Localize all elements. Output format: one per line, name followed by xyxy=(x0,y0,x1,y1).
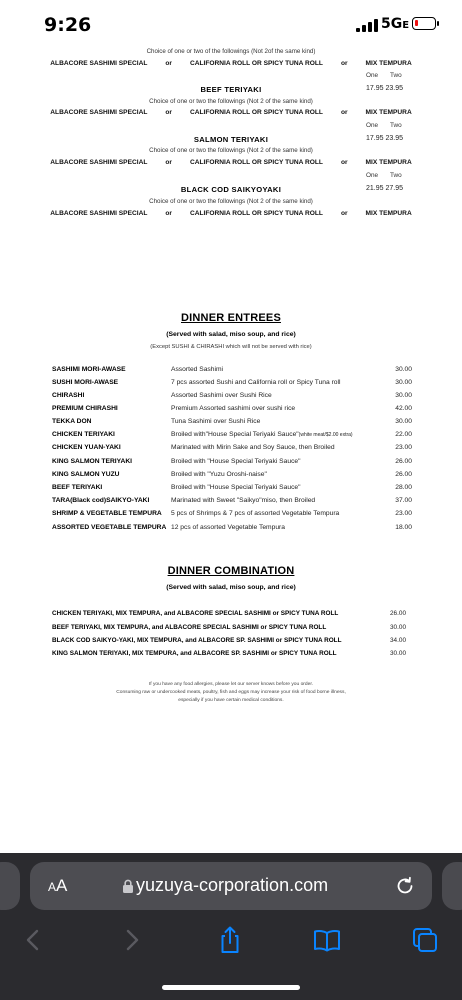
browser-toolbar xyxy=(0,853,462,1000)
price-columns: One Two xyxy=(366,122,402,129)
combo-title: BEEF TERIYAKI xyxy=(200,85,262,94)
entree-description: Broiled with "House Special Teriyaki Sauce" xyxy=(171,484,301,491)
entree-row xyxy=(52,392,412,404)
combination-price: 30.00 xyxy=(390,624,406,631)
dinner-entrees-subheading: (Served with salad, miso soup, and rice) xyxy=(166,331,296,338)
entree-description: Marinated with Mirin Sake and Soy Sauce, then Broiled xyxy=(171,444,335,451)
entree-description: Assorted Sashimi xyxy=(171,366,224,373)
combination-row xyxy=(52,610,406,622)
entree-description: Marinated with Sweet "Saikyo"miso, then Broiled xyxy=(171,497,316,504)
combo-title: SALMON TERIYAKI xyxy=(193,135,269,144)
network-label: 5GE xyxy=(381,16,410,32)
entree-row xyxy=(52,458,412,470)
entree-price: 30.00 xyxy=(395,366,412,373)
entree-name: TARA(Black cod)SAIKYO-YAKI xyxy=(52,497,150,504)
battery-icon xyxy=(412,17,436,30)
entree-description: 7 pcs assorted Sushi and California roll or Spicy Tuna roll xyxy=(171,379,341,386)
lock-icon xyxy=(122,879,134,893)
previous-tab-preview[interactable] xyxy=(0,862,20,910)
reload-icon[interactable] xyxy=(394,875,416,897)
entree-description: Assorted Sashimi over Sushi Rice xyxy=(171,392,272,399)
signal-icon xyxy=(356,19,378,32)
entree-description: Tuna Sashimi over Sushi Rice xyxy=(171,418,261,425)
choice-note: Choice of one or two the followings (Not 2 of the same kind) xyxy=(149,98,313,105)
entree-price: 30.00 xyxy=(395,418,412,425)
entree-row xyxy=(52,418,412,430)
combination-row xyxy=(52,624,406,636)
dinner-entrees-heading: DINNER ENTREES xyxy=(181,312,281,324)
entree-price: 30.00 xyxy=(395,379,412,386)
choice-options: ALBACORE SASHIMI SPECIAL or CALIFORNIA ROLL OR SPICY TUNA ROLL or MIX TEMPURA xyxy=(50,60,412,67)
combination-name: KING SALMON TERIYAKI, MIX TEMPURA, and ALBACORE SP. SASHIMI or SPICY TUNA ROLL xyxy=(52,650,337,657)
entree-row xyxy=(52,471,412,483)
entree-description: Broiled with "House Special Teriyaki Sauce" xyxy=(171,458,301,465)
entree-row xyxy=(52,405,412,417)
combo-prices: 17.95 23.95 xyxy=(366,135,403,142)
combination-name: CHICKEN TERIYAKI, MIX TEMPURA, and ALBACORE SPECIAL SASHIMI or SPICY TUNA ROLL xyxy=(52,610,339,617)
allergy-disclaimer: If you have any food allergies, please let our server knows before you order. Consuming raw or undercooked meats, poultry, fish and eggs may increase your risk of food borne illness, especially if you have certain medical conditions. xyxy=(116,682,346,703)
entree-row xyxy=(52,366,412,378)
entree-name: KING SALMON TERIYAKI xyxy=(52,458,133,465)
entree-row xyxy=(52,379,412,391)
combination-name: BEEF TERIYAKI, MIX TEMPURA, and ALBACORE SPECIAL SASHIMI or SPICY TUNA ROLL xyxy=(52,624,327,631)
share-icon[interactable] xyxy=(215,925,245,955)
combination-price: 30.00 xyxy=(390,650,406,657)
entree-price: 42.00 xyxy=(395,405,412,412)
entree-price: 37.00 xyxy=(395,497,412,504)
combination-name: BLACK COD SAIKYO-YAKI, MIX TEMPURA, and ALBACORE SP. SASHIMI or SPICY TUNA ROLL xyxy=(52,637,342,644)
entree-name: ASSORTED VEGETABLE TEMPURA xyxy=(52,524,167,531)
entree-name: SHRIMP & VEGETABLE TEMPURA xyxy=(52,510,162,517)
entree-name: BEEF TERIYAKI xyxy=(52,484,103,491)
entree-row xyxy=(52,524,412,536)
forward-icon[interactable] xyxy=(117,925,147,955)
entree-row xyxy=(52,484,412,496)
next-tab-preview[interactable] xyxy=(442,862,462,910)
dinner-combination-heading: DINNER COMBINATION xyxy=(167,565,295,577)
home-indicator[interactable] xyxy=(162,985,300,990)
combination-price: 34.00 xyxy=(390,637,406,644)
entree-price: 23.00 xyxy=(395,510,412,517)
entree-price: 22.00 xyxy=(395,431,412,438)
entree-row xyxy=(52,510,412,522)
choice-note: Choice of one or two the followings (Not 2 of the same kind) xyxy=(149,147,313,154)
combination-row xyxy=(52,650,406,662)
entree-name: CHIRASHI xyxy=(52,392,85,399)
entree-name: CHICKEN TERIYAKI xyxy=(52,431,115,438)
entree-description: 12 pcs of assorted Vegetable Tempura xyxy=(171,524,286,531)
price-columns: One Two xyxy=(366,72,402,79)
tabs-icon[interactable] xyxy=(410,925,440,955)
entree-row xyxy=(52,431,412,443)
entree-price: 23.00 xyxy=(395,444,412,451)
bookmarks-icon[interactable] xyxy=(312,925,342,955)
entree-name: SUSHI MORI-AWASE xyxy=(52,379,119,386)
combo-title: BLACK COD SAIKYOYAKI xyxy=(180,185,282,194)
status-time: 9:26 xyxy=(44,14,92,36)
status-bar xyxy=(0,0,462,50)
combo-prices: 17.95 23.95 xyxy=(366,85,403,92)
entree-price: 28.00 xyxy=(395,484,412,491)
entree-name: KING SALMON YUZU xyxy=(52,471,120,478)
entree-price: 26.00 xyxy=(395,471,412,478)
entree-row xyxy=(52,444,412,456)
combo-prices: 21.95 27.95 xyxy=(366,185,403,192)
text-size-button[interactable]: AA xyxy=(48,876,68,895)
entree-name: CHICKEN YUAN-YAKI xyxy=(52,444,121,451)
dinner-combination-subheading: (Served with salad, miso soup, and rice) xyxy=(166,584,296,591)
entree-name: PREMIUM CHIRASHI xyxy=(52,405,118,412)
combination-price: 26.00 xyxy=(390,610,406,617)
address-bar[interactable] xyxy=(30,862,432,910)
url-text[interactable]: yuzuya-corporation.com xyxy=(136,875,329,895)
entree-price: 18.00 xyxy=(395,524,412,531)
choice-options: ALBACORE SASHIMI SPECIAL or CALIFORNIA ROLL OR SPICY TUNA ROLL or MIX TEMPURA xyxy=(50,210,412,217)
price-columns: One Two xyxy=(366,172,402,179)
choice-options: ALBACORE SASHIMI SPECIAL or CALIFORNIA ROLL OR SPICY TUNA ROLL or MIX TEMPURA xyxy=(50,109,412,116)
choice-options: ALBACORE SASHIMI SPECIAL or CALIFORNIA ROLL OR SPICY TUNA ROLL or MIX TEMPURA xyxy=(50,159,412,166)
entree-description: Premium Assorted sashimi over sushi rice xyxy=(171,405,296,412)
entree-description: Broiled with"House Special Teriyaki Sauce"(white meat/$2.00 extra) xyxy=(171,431,353,438)
dinner-entrees-exception: (Except SUSHI & CHIRASHI which will not be served with rice) xyxy=(150,344,312,350)
back-icon[interactable] xyxy=(18,925,48,955)
choice-note: Choice of one or two of the followings (Not 2of the same kind) xyxy=(146,48,316,55)
entree-name: SASHIMI MORI-AWASE xyxy=(52,366,126,373)
choice-note: Choice of one or two the followings (Not 2 of the same kind) xyxy=(149,198,313,205)
combination-row xyxy=(52,637,406,649)
entree-name: TEKKA DON xyxy=(52,418,92,425)
entree-row xyxy=(52,497,412,509)
entree-price: 26.00 xyxy=(395,458,412,465)
entree-price: 30.00 xyxy=(395,392,412,399)
entree-description: Broiled with "Yuzu Oroshi-naise" xyxy=(171,471,267,478)
entree-description: 5 pcs of Shrimps & 7 pcs of assorted Vegetable Tempura xyxy=(171,510,340,517)
